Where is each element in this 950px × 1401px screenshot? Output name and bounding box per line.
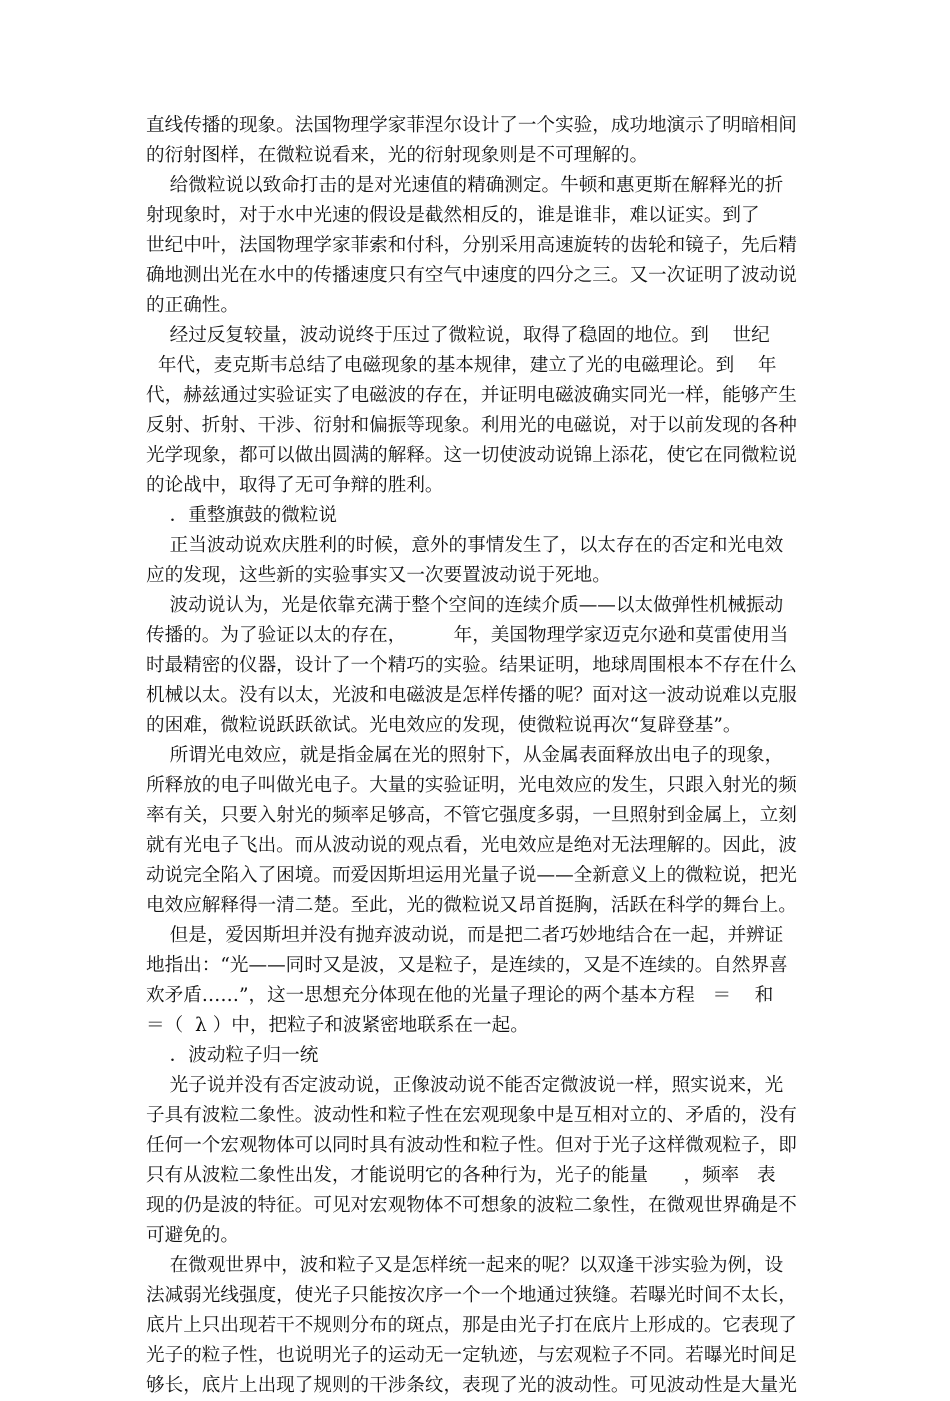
section-heading: ．波动粒子归一统 <box>146 1045 319 1066</box>
text-line: 反射、折射、干涉、衍射和偏振等现象。利用光的电磁说，对于以前发现的各种 <box>146 415 797 436</box>
text-line: 光子的粒子性，也说明光子的运动无一定轨迹，与宏观粒子不同。若曝光时间足 <box>146 1345 797 1366</box>
text-line: 在微观世界中，波和粒子又是怎样统一起来的呢？以双逢干涉实验为例，设 <box>146 1255 784 1276</box>
text-line: 只有从波粒二象性出发，才能说明它的各种行为，光子的能量 ，频率 表 <box>146 1165 776 1186</box>
text-line: 机械以太。没有以太，光波和电磁波是怎样传播的呢？面对这一波动说难以克服 <box>146 685 797 706</box>
text-line: 经过反复较量，波动说终于压过了微粒说，取得了稳固的地位。到 世纪 <box>146 325 770 346</box>
text-line: 地指出：“光——同时又是波，又是粒子，是连续的，又是不连续的。自然界喜 <box>146 955 788 976</box>
text-line: 光子说并没有否定波动说，正像波动说不能否定微波说一样，照实说来，光 <box>146 1075 784 1096</box>
text-line: 可避免的。 <box>146 1225 239 1246</box>
text-line: 世纪中叶，法国物理学家菲索和付科，分别采用高速旋转的齿轮和镜子，先后精 <box>146 235 797 256</box>
text-line: 底片上只出现若干不规则分布的斑点，那是由光子打在底片上形成的。它表现了 <box>146 1315 797 1336</box>
text-line: 的正确性。 <box>146 295 239 316</box>
text-line: 电效应解释得一清二楚。至此，光的微粒说又昂首挺胸，活跃在科学的舞台上。 <box>146 895 797 916</box>
text-line: 直线传播的现象。法国物理学家菲涅尔设计了一个实验，成功地演示了明暗相间 <box>146 115 797 136</box>
text-line: 传播的。为了验证以太的存在， 年，美国物理学家迈克尔逊和莫雷使用当 <box>146 625 789 646</box>
text-line: 应的发现，这些新的实验事实又一次要置波动说于死地。 <box>146 565 611 586</box>
text-line: 率有关，只要入射光的频率足够高，不管它强度多弱，一旦照射到金属上，立刻 <box>146 805 797 826</box>
text-line: 射现象时，对于水中光速的假设是截然相反的，谁是谁非，难以证实。到了 <box>146 205 760 226</box>
text-line: 就有光电子飞出。而从波动说的观点看，光电效应是绝对无法理解的。因此，波 <box>146 835 797 856</box>
text-line: 确地测出光在水中的传播速度只有空气中速度的四分之三。又一次证明了波动说 <box>146 265 797 286</box>
text-line: 给微粒说以致命打击的是对光速值的精确测定。牛顿和惠更斯在解释光的折 <box>146 175 784 196</box>
document-body <box>146 111 818 1401</box>
text-line: 波动说认为，光是依靠充满于整个空间的连续介质——以太做弹性机械振动 <box>146 595 784 616</box>
text-line: 的衍射图样，在微粒说看来，光的衍射现象则是不可理解的。 <box>146 145 649 166</box>
text-line: 时最精密的仪器，设计了一个精巧的实验。结果证明，地球周围根本不存在什么 <box>146 655 797 676</box>
text-line: 现的仍是波的特征。可见对宏观物体不可想象的波粒二象性，在微观世界确是不 <box>146 1195 797 1216</box>
text-line: 所谓光电效应，就是指金属在光的照射下，从金属表面释放出电子的现象， <box>146 745 784 766</box>
text-line: 正当波动说欢庆胜利的时候，意外的事情发生了，以太存在的否定和光电效 <box>146 535 784 556</box>
text-line: 动说完全陷入了困境。而爱因斯坦运用光量子说——全新意义上的微粒说，把光 <box>146 865 797 886</box>
text-line: 光学现象，都可以做出圆满的解释。这一切使波动说锦上添花，使它在同微粒说 <box>146 445 797 466</box>
text-line: 欢矛盾……”，这一思想充分体现在他的光量子理论的两个基本方程 ＝ 和 <box>146 985 774 1006</box>
text-line: 子具有波粒二象性。波动性和粒子性在宏观现象中是互相对立的、矛盾的，没有 <box>146 1105 797 1126</box>
text-line: 的论战中，取得了无可争辩的胜利。 <box>146 475 444 496</box>
text-line: 代，赫兹通过实验证实了电磁波的存在，并证明电磁波确实同光一样，能够产生 <box>146 385 797 406</box>
text-line: 年代，麦克斯韦总结了电磁现象的基本规律，建立了光的电磁理论。到 年 <box>146 355 777 376</box>
text-line: 所释放的电子叫做光电子。大量的实验证明，光电效应的发生，只跟入射光的频 <box>146 775 797 796</box>
text-line: 够长，底片上出现了规则的干涉条纹，表现了光的波动性。可见波动性是大量光 <box>146 1375 797 1396</box>
text-line: ＝（ λ ）中，把粒子和波紧密地联系在一起。 <box>146 1015 529 1036</box>
text-line: 法减弱光线强度，使光子只能按次序一个一个地通过狭缝。若曝光时间不太长， <box>146 1285 797 1306</box>
section-heading: ．重整旗鼓的微粒说 <box>146 505 337 526</box>
text-line: 但是，爱因斯坦并没有抛弃波动说，而是把二者巧妙地结合在一起，并辨证 <box>146 925 784 946</box>
text-line: 任何一个宏观物体可以同时具有波动性和粒子性。但对于光子这样微观粒子，即 <box>146 1135 797 1156</box>
text-line: 的困难，微粒说跃跃欲试。光电效应的发现，使微粒说再次“复辟登基”。 <box>146 715 742 736</box>
